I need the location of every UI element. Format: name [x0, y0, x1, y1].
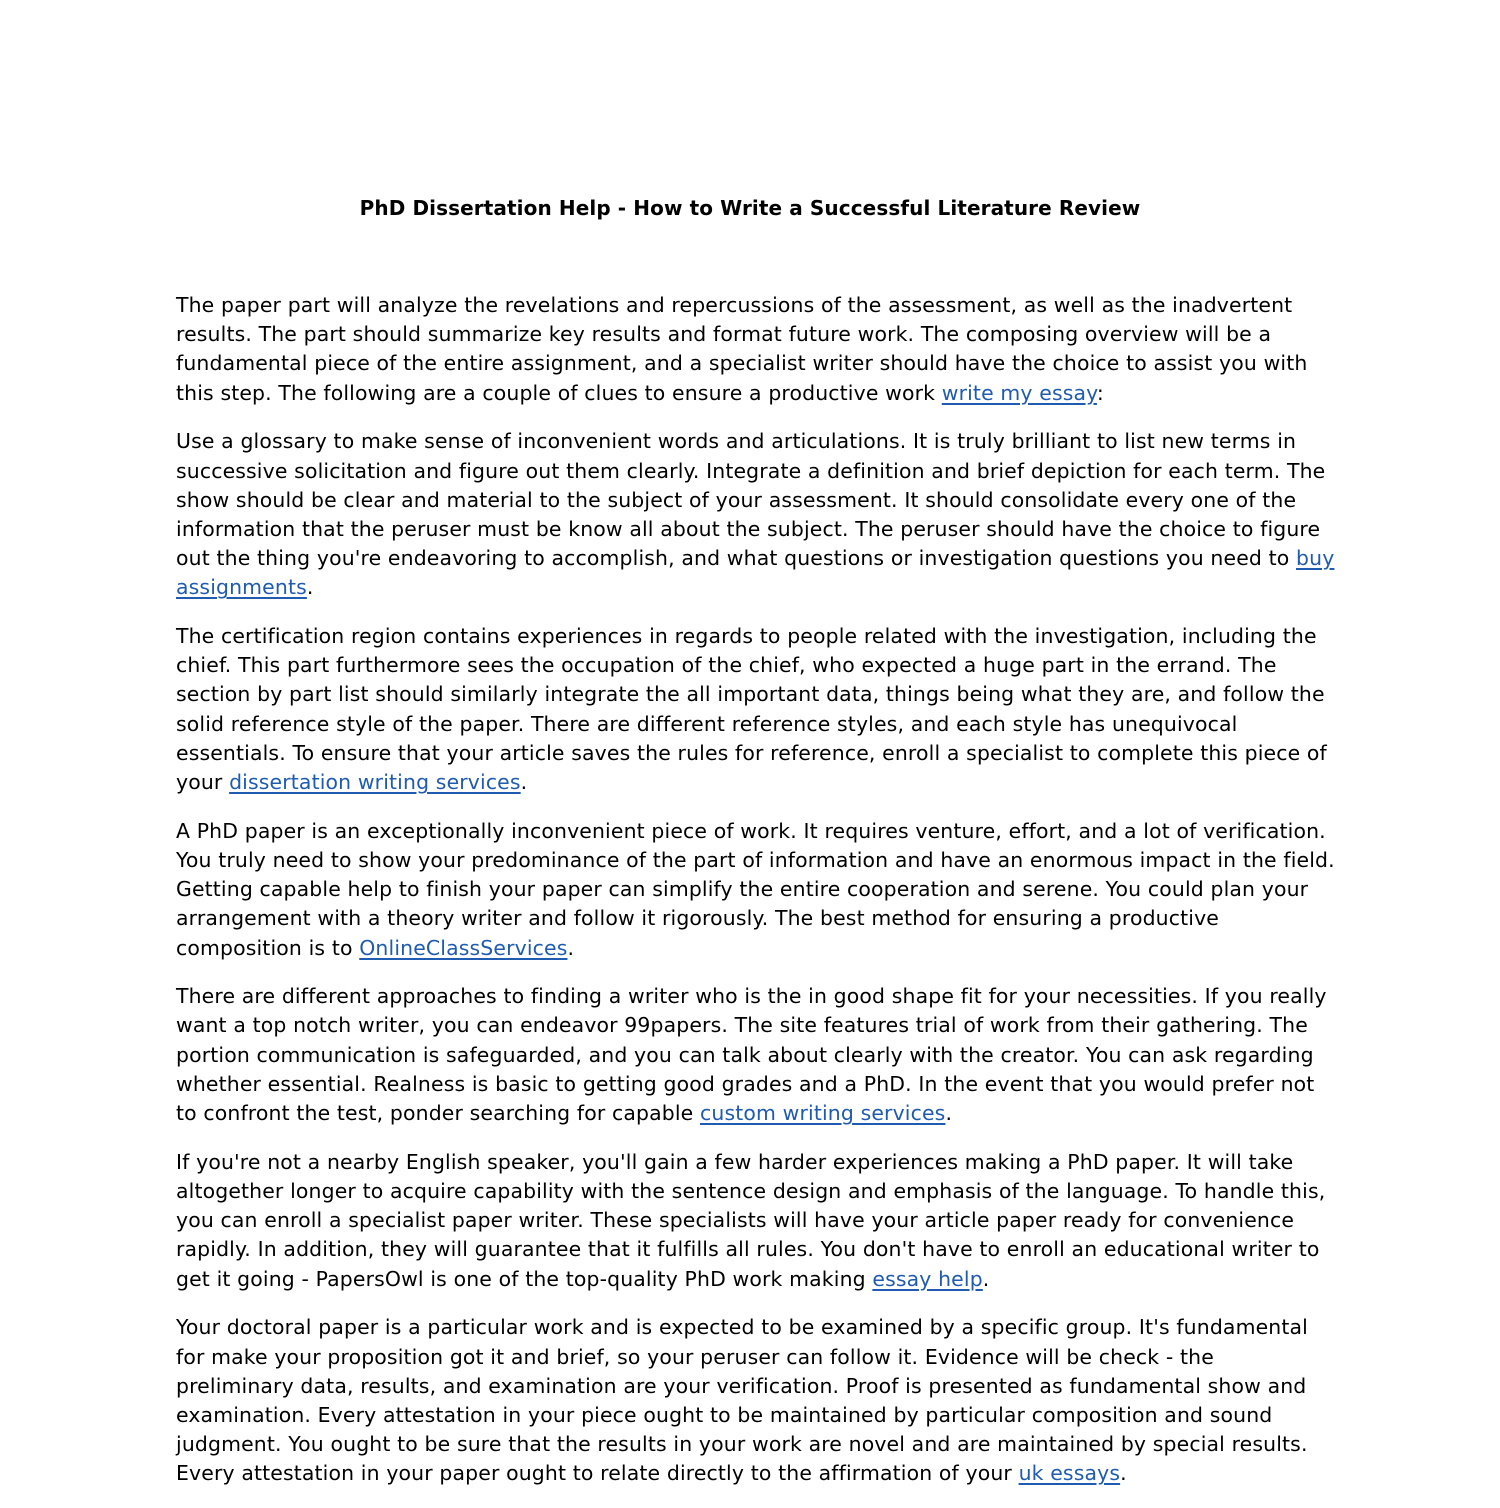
paragraph-end: .	[520, 770, 528, 795]
paragraph-end: .	[306, 575, 314, 600]
document-body	[176, 291, 1336, 1508]
paragraph-text: If you're not a nearby English speaker, you'll gain a few harder experiences making a PhD paper. It will take altogether longer to acquire capability with the sentence design and emphasis of the language. To handle this, you can enroll a specialist paper writer. These specialists will have your article paper ready for convenience rapidly. In addition, they will guarantee that it fulfills all rules. You don't have to enroll an educational writer to get it going - PapersOwl is one of the top-quality PhD work making	[176, 1149, 1326, 1291]
paragraph-text: The certification region contains experiences in regards to people related with the investigation, including the chief. This part furthermore sees the occupation of the chief, who expected a huge part in the errand. The section by part list should similarly integrate the all important data, things being what they are, and follow the solid reference style of the paper. There are different reference styles, and each style has unequivocal essentials. To ensure that your article saves the rules for reference, enroll a specialist to complete this piece of your	[176, 624, 1327, 795]
paragraph-text: A PhD paper is an exceptionally inconvenient piece of work. It requires venture, effort, and a lot of verification. You truly need to show your predominance of the part of information and have an enormous impact in the field. Getting capable help to finish your paper can simplify the entire cooperation and serene. You could plan your arrangement with a theory writer and follow it rigorously. The best method for ensuring a productive composition is to	[176, 818, 1335, 960]
paragraph-end: .	[945, 1101, 953, 1126]
paragraph-2	[176, 427, 1336, 602]
paragraph-end: :	[1096, 380, 1104, 405]
link-dissertation-writing-services[interactable]: dissertation writing services	[229, 770, 521, 795]
paragraph-text: There are different approaches to finding a writer who is the in good shape fit for your necessities. If you really want a top notch writer, you can endeavor 99papers. The site features trial of work from their gathering. The portion communication is safeguarded, and you can talk about clearly with the creator. You can ask regarding whether essential. Realness is basic to getting good grades and a PhD. In the event that you would prefer not to confront the test, ponder searching for capable	[176, 984, 1327, 1126]
paragraph-4	[176, 817, 1336, 963]
paragraph-end: .	[982, 1266, 990, 1291]
link-online-class-services[interactable]: OnlineClassServices	[359, 935, 568, 960]
paragraph-end: .	[567, 935, 575, 960]
paragraph-text: The paper part will analyze the revelations and repercussions of the assessment, as well as the inadvertent results. The part should summarize key results and format future work. The composing overview will be a fundamental piece of the entire assignment, and a specialist writer should have the choice to assist you with this step. The following are a couple of clues to ensure a productive work	[176, 293, 1308, 405]
link-buy-assignments[interactable]: buy assignments	[176, 546, 1335, 600]
paragraph-1	[176, 291, 1336, 408]
paragraph-7	[176, 1313, 1336, 1488]
paragraph-6	[176, 1148, 1336, 1294]
paragraph-text: Use a glossary to make sense of inconvenient words and articulations. It is truly brilliant to list new terms in successive solicitation and figure out them clearly. Integrate a definition and brief depiction for each term. The show should be clear and material to the subject of your assessment. It should consolidate every one of the information that the peruser must be know all about the subject. The peruser should have the choice to figure out the thing you're endeavoring to accomplish, and what questions or investigation questions you need to	[176, 429, 1326, 571]
paragraph-text: Your doctoral paper is a particular work and is expected to be examined by a specific group. It's fundamental for make your proposition got it and brief, so your peruser can follow it. Evidence will be check - the preliminary data, results, and examination are your verification. Proof is presented as fundamental show and examination. Every attestation in your piece ought to be maintained by particular composition and sound judgment. You ought to be sure that the results in your work are novel and are maintained by special results. Every attestation in your paper ought to relate directly to the affirmation of your	[176, 1315, 1308, 1486]
paragraph-5	[176, 982, 1336, 1128]
paragraph-end: .	[1120, 1461, 1127, 1486]
link-essay-help[interactable]: essay help	[872, 1266, 983, 1291]
link-write-my-essay[interactable]: write my essay	[941, 380, 1097, 405]
link-custom-writing-services[interactable]: custom writing services	[700, 1101, 946, 1126]
link-uk-essays[interactable]: uk essays	[1018, 1461, 1121, 1486]
document-title: PhD Dissertation Help - How to Write a Successful Literature Review	[359, 196, 1141, 220]
paragraph-3	[176, 622, 1336, 797]
